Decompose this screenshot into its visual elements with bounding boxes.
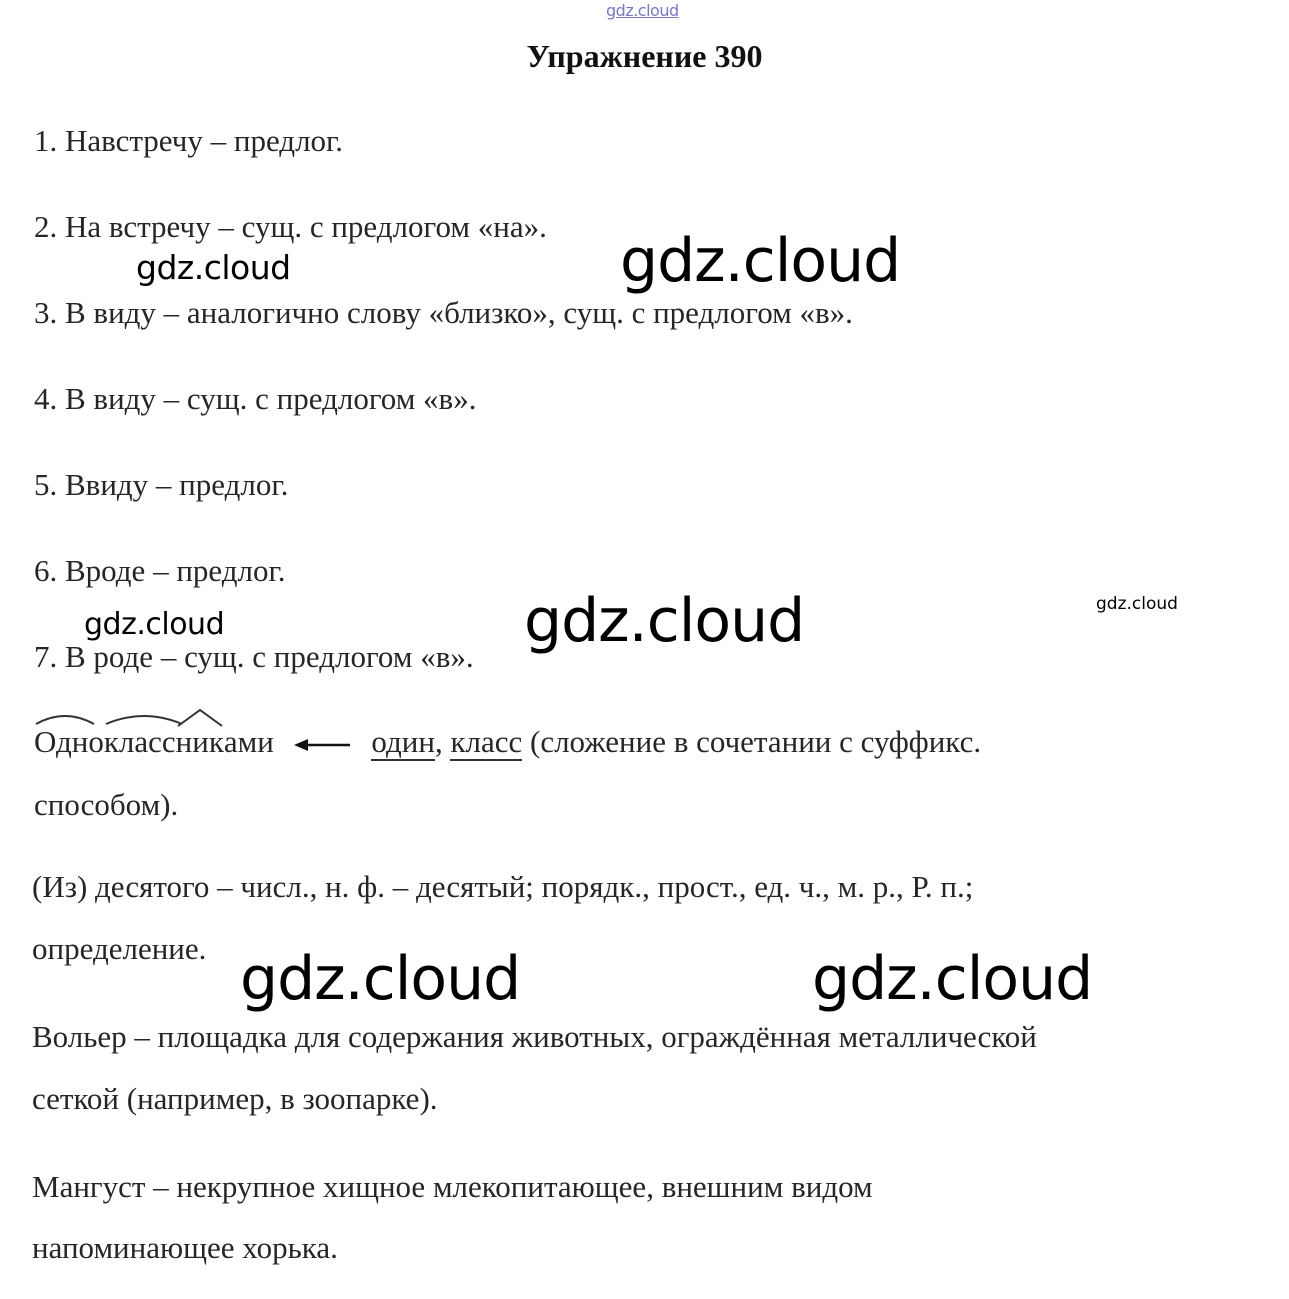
parsing-line-1: (Из) десятого – числ., н. ф. – десятый; порядк., прост., ед. ч., м. р., Р. п.; — [32, 869, 974, 904]
watermark-3: gdz.cloud — [1096, 594, 1178, 614]
word-part-3: ник — [175, 724, 224, 759]
list-item-2: 2. На встречу – сущ. с предлогом «на». — [34, 209, 547, 244]
parsing-line-2: определение. — [32, 931, 207, 966]
definition-volier-1: Вольер – площадка для содержания животных, ограждённая металлической — [32, 1019, 1037, 1054]
watermark-4: gdz.cloud — [84, 607, 225, 642]
list-item-1: 1. Навстречу – предлог. — [34, 123, 344, 158]
root-2 — [104, 724, 176, 760]
root-mark-2 — [104, 710, 184, 724]
source-word-1: один — [371, 724, 435, 759]
page-title: Упражнение 390 — [526, 38, 763, 74]
definition-volier-2: сеткой (например, в зоопарке). — [32, 1081, 438, 1116]
list-item-7: 7. В роде – сущ. с предлогом «в». — [34, 639, 474, 674]
arrow-left-icon — [292, 737, 352, 753]
watermark-5: gdz.cloud — [524, 586, 805, 656]
formation-note: (сложение в сочетании с суффикс. — [530, 724, 982, 759]
watermark-top: gdz.cloud — [606, 1, 679, 20]
watermark-6: gdz.cloud — [240, 944, 521, 1014]
watermark-7: gdz.cloud — [812, 944, 1093, 1014]
root-mark-1 — [34, 710, 96, 724]
list-item-6: 6. Вроде – предлог. — [34, 553, 286, 588]
definition-mangust-2: напоминающее хорька. — [32, 1230, 338, 1265]
word-part-1: Одно — [34, 724, 104, 759]
suffix — [176, 724, 224, 760]
formation-note-cont: способом). — [34, 787, 179, 822]
watermark-1: gdz.cloud — [136, 248, 291, 287]
analyzed-word — [34, 724, 274, 760]
word-part-2: класс — [103, 724, 176, 759]
ending — [224, 724, 274, 760]
list-item-3: 3. В виду – аналогично слову «близко», сущ. с предлогом «в». — [34, 295, 853, 330]
source-word-2: класс — [450, 724, 523, 759]
definition-mangust-1: Мангуст – некрупное хищное млекопитающее, внешним видом — [32, 1169, 873, 1204]
list-item-5: 5. Ввиду – предлог. — [34, 467, 289, 502]
morphemic-analysis: Одно класс никами один, класс (сложение в сочетании с суффикс. — [34, 724, 981, 761]
suffix-mark — [176, 710, 224, 726]
watermark-2: gdz.cloud — [620, 226, 901, 296]
list-item-4: 4. В виду – сущ. с предлогом «в». — [34, 381, 477, 416]
word-part-4: ами — [223, 724, 274, 759]
root-1 — [34, 724, 104, 760]
